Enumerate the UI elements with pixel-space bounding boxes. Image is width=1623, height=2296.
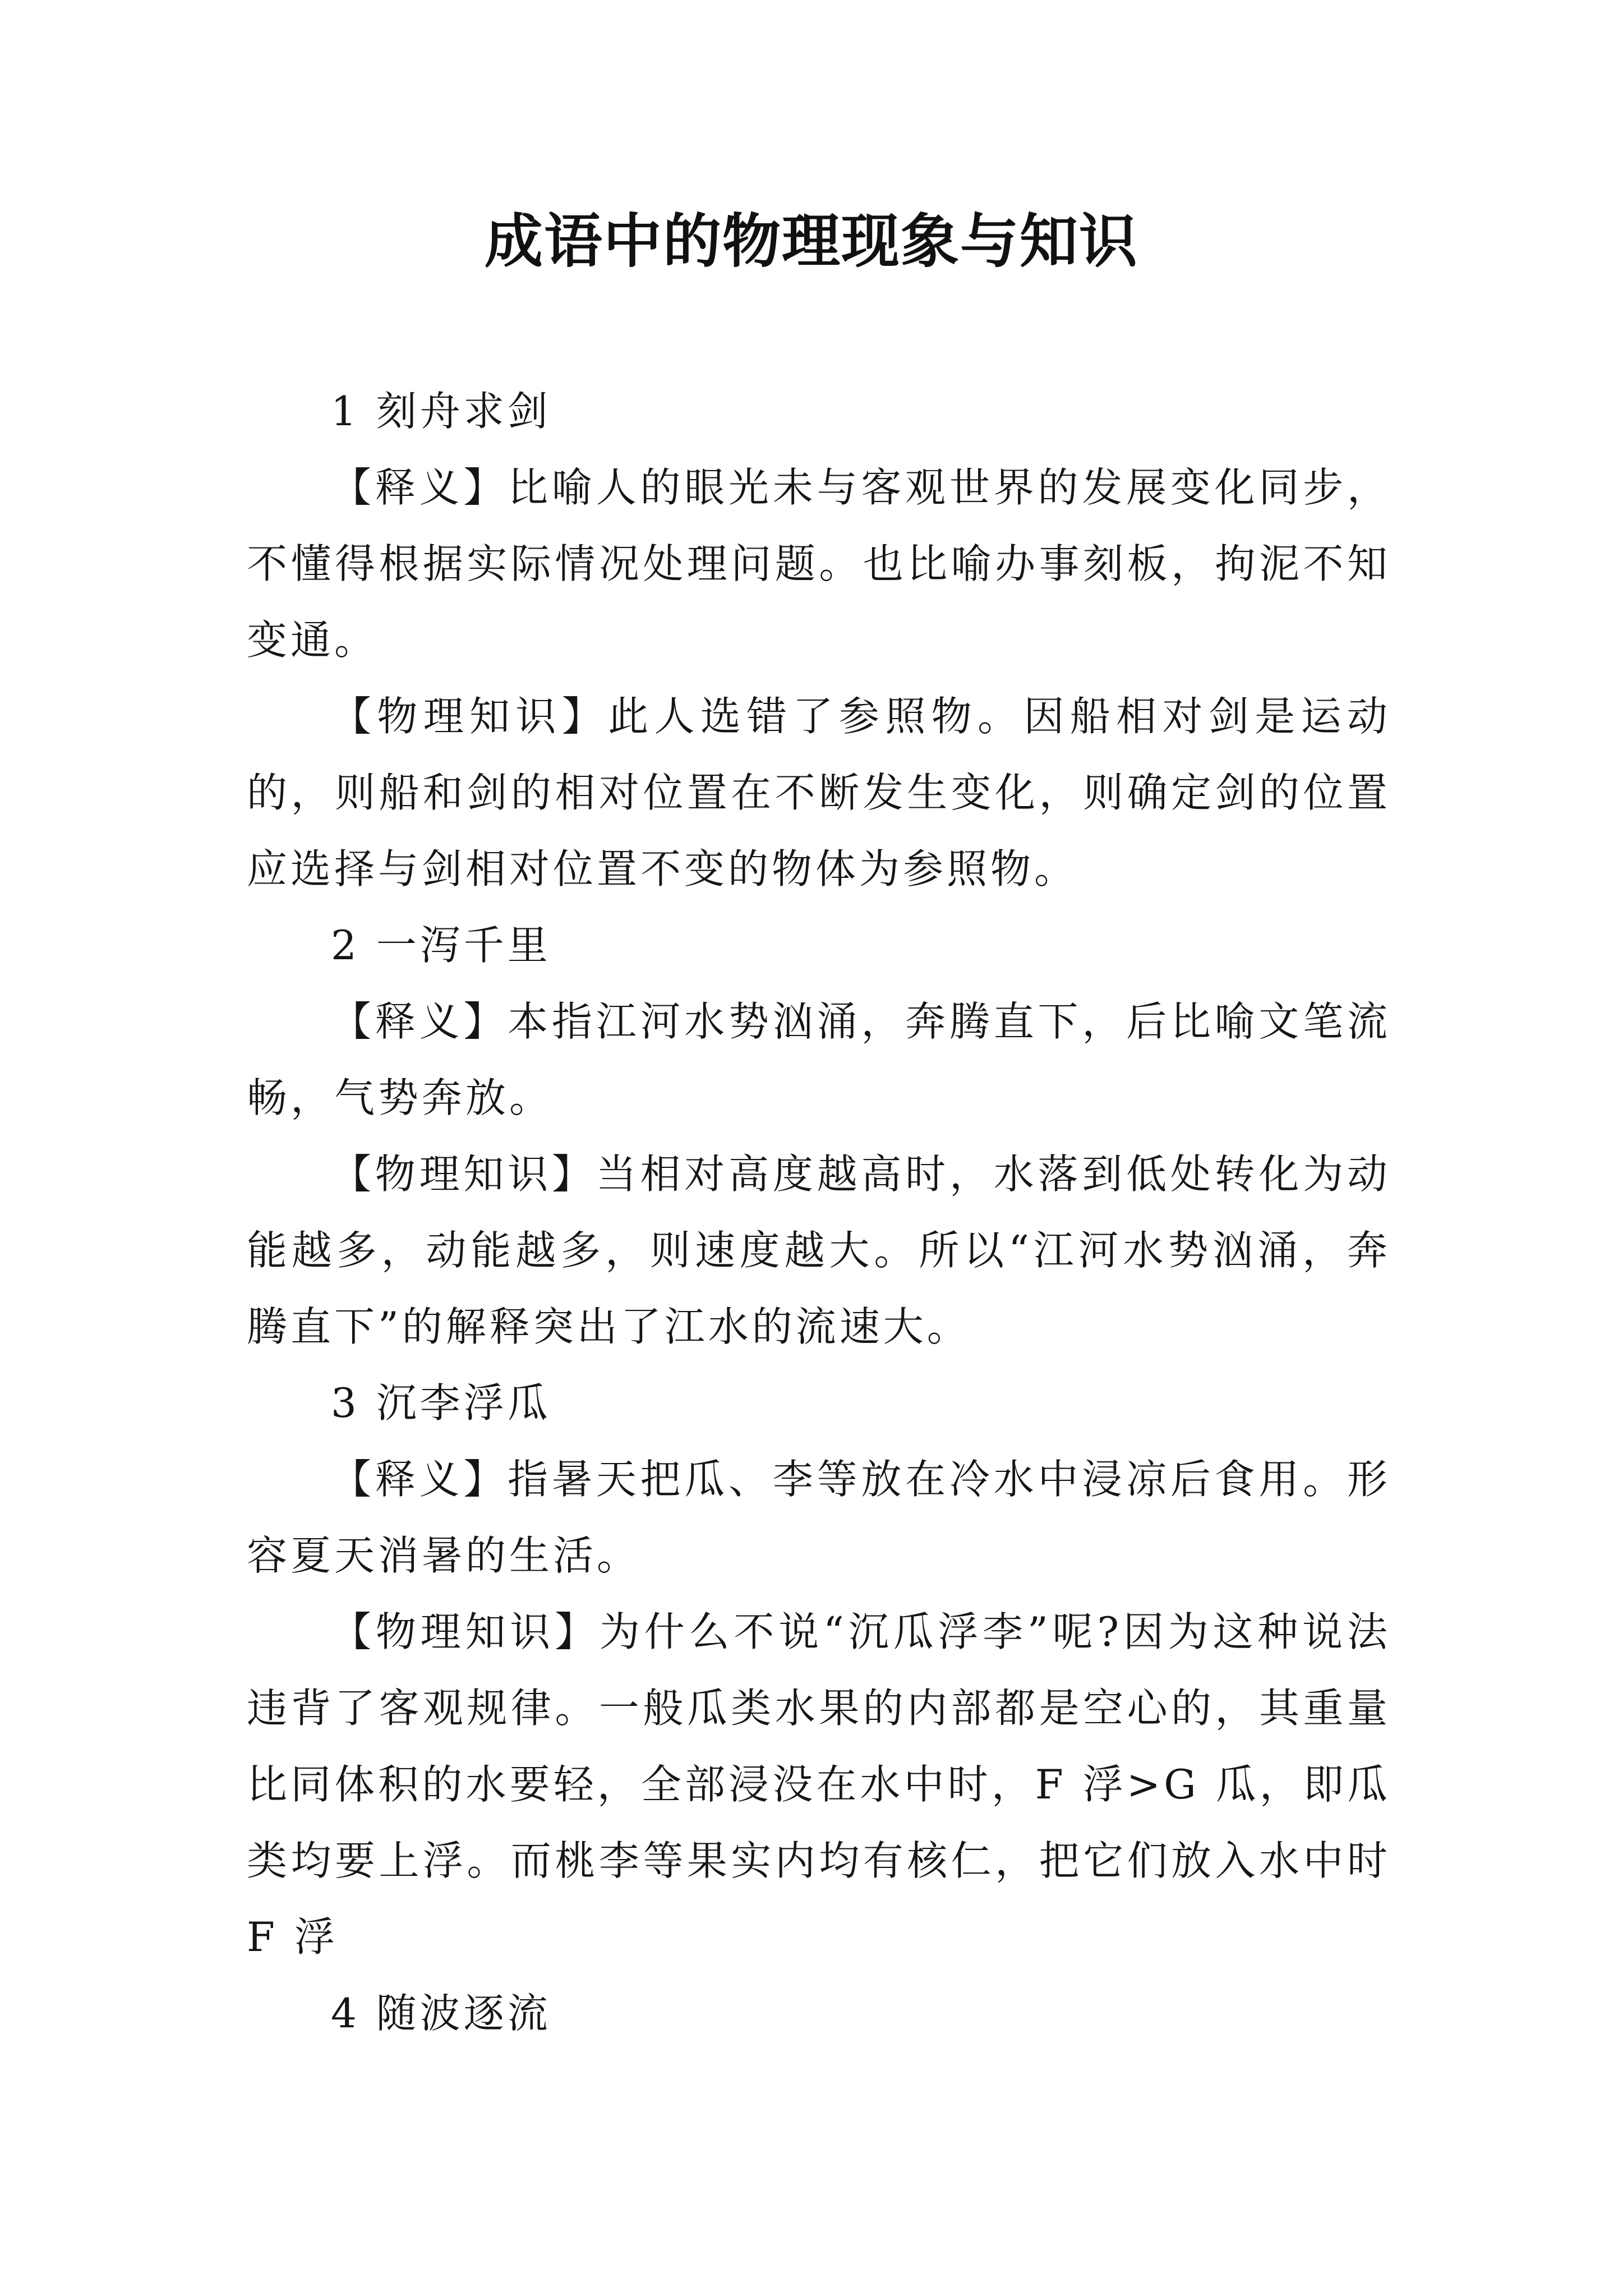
idiom-heading-3: 3 沉李浮瓜 <box>331 1379 551 1427</box>
idiom-1-physics: 【物理知识】此人选错了参照物。因船相对剑是运动的，则船和剑的相对位置在不断发生变化，则确定剑的位置应选择与剑相对位置不变的物体为参照物。 <box>247 693 1391 892</box>
document-body <box>247 373 1391 2051</box>
idiom-2-physics: 【物理知识】当相对高度越高时，水落到低处转化为动能越多，动能越多，则速度越大。所以“江河水势汹涌，奔腾直下”的解释突出了江水的流速大。 <box>247 1151 1391 1350</box>
idiom-2-definition: 【释义】本指江河水势汹涌，奔腾直下，后比喻文笔流畅，气势奔放。 <box>247 998 1391 1121</box>
idiom-3-physics: 【物理知识】为什么不说“沉瓜浮李”呢?因为这种说法违背了客观规律。一般瓜类水果的内部都是空心的，其重量比同体积的水要轻，全部浸没在水中时，F 浮>G 瓜，即瓜类均要上浮。而桃李等果实内均有核仁，把它们放入水中时F 浮 <box>247 1608 1391 1961</box>
document-title: 成语中的物理现象与知识 <box>484 207 1138 275</box>
idiom-heading-2: 2 一泻千里 <box>331 922 551 969</box>
idiom-1-definition: 【释义】比喻人的眼光未与客观世界的发展变化同步，不懂得根据实际情况处理问题。也比喻办事刻板，拘泥不知变通。 <box>247 464 1391 664</box>
idiom-heading-4: 4 随波逐流 <box>331 1990 551 2037</box>
idiom-3-definition: 【释义】指暑天把瓜、李等放在冷水中浸凉后食用。形容夏天消暑的生活。 <box>247 1456 1391 1579</box>
idiom-heading-1: 1 刻舟求剑 <box>331 388 551 435</box>
